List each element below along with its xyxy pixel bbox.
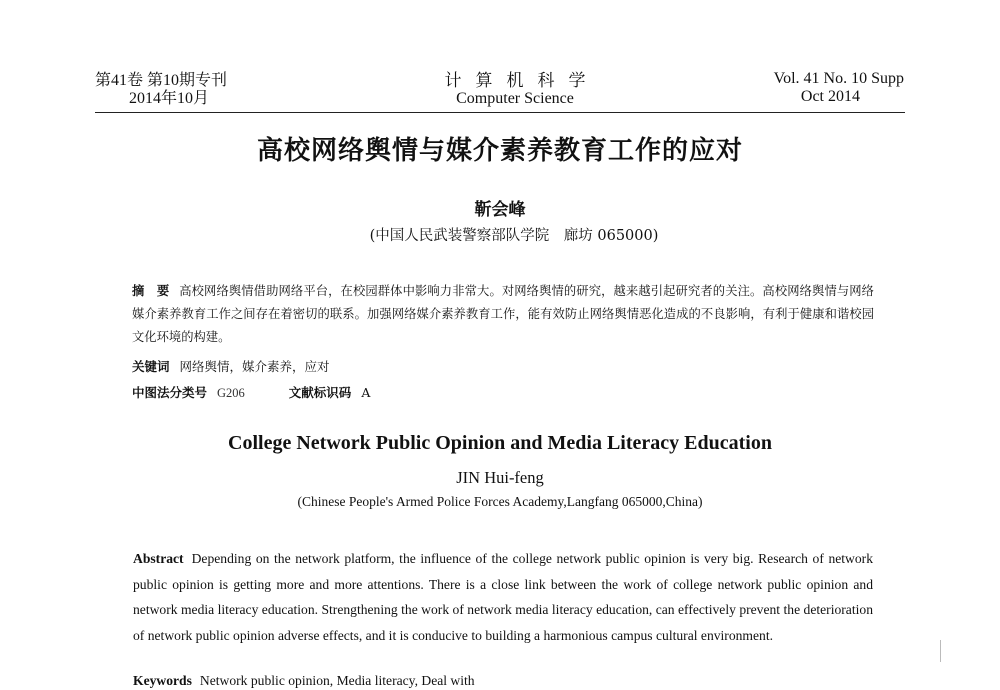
abstract-text-en: Depending on the network platform, the influence of the college network public opinion is very big. Research of network public opinion is getting more and more attentions. There is a close link between the work of college network public opinion and network media literacy education. Strengthening the work of network media literacy education, can effectively prevent the deterioration of network public opinion adverse effects, and it is conducive to building a harmonious campus cultural environment. [133, 551, 873, 643]
header-date-en: Oct 2014 [800, 88, 860, 105]
doc-code-label: 文献标识码 [288, 385, 352, 400]
author-name-cn: 靳会峰 [474, 200, 526, 220]
header-volume-en: Vol. 41 No. 10 Supp [773, 70, 904, 87]
journal-name-cn: 计算机科学 [444, 71, 600, 90]
running-header-journal [400, 72, 630, 108]
abstract-en [133, 546, 873, 648]
abstract-text-cn: 高校网络舆情借助网络平台，在校园群体中影响力非常大。对网络舆情的研究，越来越引起研究者的关注。高校网络舆情与网络媒介素养教育工作之间存在着密切的联系。加强网络媒介素养教育工作，能有效防止网络舆情恶化造成的不良影响，有利于健康和谐校园文化环境的构建。 [132, 284, 874, 344]
author-name-en: JIN Hui-feng [456, 468, 544, 487]
affiliation-cn: (中国人民武装警察部队学院 廊坊 065000) [369, 228, 659, 244]
header-rule [95, 112, 905, 113]
abstract-label-cn: 摘 要 [132, 284, 170, 298]
running-header-volume [95, 72, 227, 108]
keywords-label-en: Keywords [133, 673, 192, 688]
header-volume-issue: 第41卷 第10期专刊 [95, 72, 228, 89]
keywords-text-cn: 网络舆情，媒介素养，应对 [179, 359, 330, 374]
paper-title-en: College Network Public Opinion and Media Literacy Education [228, 432, 772, 454]
header-date-cn: 2014年10月 [129, 90, 210, 107]
paper-title-cn: 高校网络舆情与媒介素养教育工作的应对 [256, 136, 743, 166]
running-header-vol-en [774, 70, 904, 106]
journal-name-en: Computer Science [456, 90, 574, 107]
abstract-cn [132, 280, 874, 349]
classification-line [132, 383, 370, 401]
keywords-label-cn: 关键词 [132, 359, 170, 374]
scan-margin-mark [940, 640, 941, 662]
doc-code-value: A [361, 385, 371, 400]
affiliation-en: (Chinese People's Armed Police Forces Academy,Langfang 065000,China) [297, 494, 703, 509]
clc-value: G206 [217, 386, 245, 400]
keywords-text-en: Network public opinion, Media literacy, Deal with [199, 673, 475, 688]
abstract-label-en: Abstract [133, 551, 184, 566]
keywords-en [133, 672, 475, 690]
keywords-cn [132, 357, 330, 375]
clc-label: 中图法分类号 [132, 385, 208, 400]
